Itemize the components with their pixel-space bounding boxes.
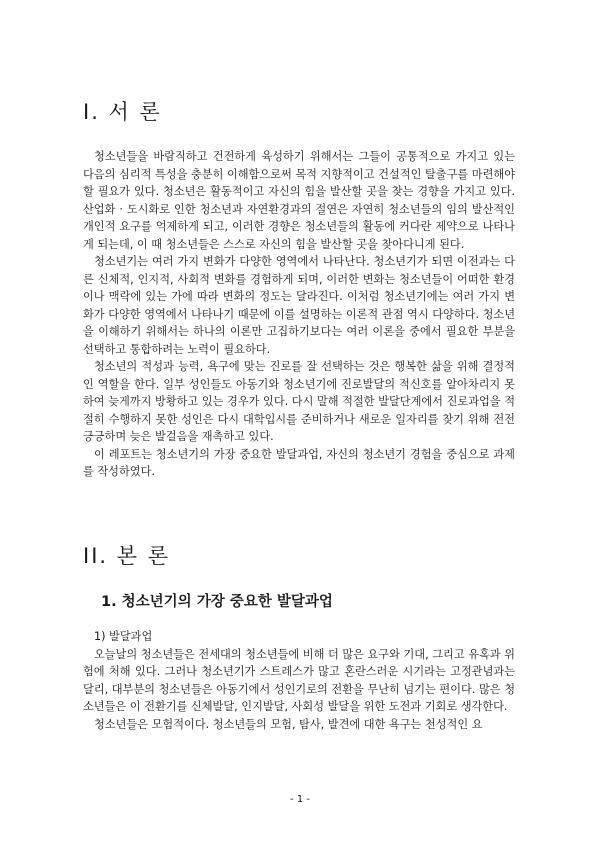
paragraph: 청소년기는 여러 가지 변화가 다양한 영역에서 나타난다. 청소년기가 되면 이전과는 다른 신체적, 인지적, 사회적 변화를 경험하게 되며, 이러한 변화는 청소년들이 어떠한 환경이나 맥락에 있는 가에 따라 변화의 정도는 달라진다. 이처럼 청소년기에는 여러 가지 변화가 다양한 영역에서 나타나기 때문에 이를 설명하는 이론적 관점 역시 다양하다. 청소년을 이해하기 위해서는 하나의 이론만 고집하기보다는 여러 이론을 중에서 필요한 부분을 선택하고 통합하려는 노력이 필요하다. <box>83 255 515 356</box>
section-heading-body: II. 본 론 <box>83 544 170 568</box>
paragraph: 청소년들은 모험적이다. 청소년들의 모험, 탐사, 발견에 대한 욕구는 천성적인 요 <box>94 717 483 731</box>
subsection-heading: 1. 청소년기의 가장 중요한 발달과업 <box>101 594 333 610</box>
page-number: - 1 - <box>290 794 310 805</box>
paragraph: 오늘날의 청소년들은 전세대의 청소년들에 비해 더 많은 요구와 기대, 그리고 유혹과 위험에 처해 있다. 그러나 청소년기가 스트레스가 많고 혼란스러운 시기라는 고정관념과는 달리, 대부분의 청소년들은 아동기에서 성인기로의 전환을 무난히 넘기는 편이다. 많은 청소년들은 이 전환기를 신체발달, 인지발달, 사회성 발달을 위한 도전과 기회로 생각한다. <box>83 647 515 713</box>
body-text <box>83 628 515 733</box>
paragraph: 이 레포트는 청소년기의 가장 중요한 발달과업, 자신의 청소년기 경험을 중심으로 과제를 작성하였다. <box>83 447 515 478</box>
paragraph: 청소년들을 바람직하고 건전하게 육성하기 위해서는 그들이 공통적으로 가지고 있는 다음의 심리적 특성을 충분히 이해함으로써 목적 지향적이고 건설적인 탈출구를 마련해야 할 필요가 있다. 청소년은 활동적이고 자신의 힘을 발산할 곳을 찾는 경향을 가지고 있다. 산업화 · 도시화로 인한 청소년과 자연환경과의 절연은 자연히 청소년들의 임의 발산적인 개인적 요구를 억제하게 되고, 이러한 경향은 청소년들의 활동에 커다란 제약으로 나타나게 되는데, 이 때 청소년들은 스스로 자신의 힘을 발산할 곳을 찾아다니게 된다. <box>83 150 515 251</box>
introduction-text <box>83 148 515 481</box>
sub-label: 1) 발달과업 <box>94 630 153 643</box>
section-heading-introduction: I. 서 론 <box>83 100 162 124</box>
paragraph: 청소년의 적성과 능력, 욕구에 맞는 진로를 잘 선택하는 것은 행복한 삶을 위해 결정적인 역할을 한다. 일부 성인들도 아동기와 청소년기에 진로발달의 적신호를 알아차리지 못하여 늦게까지 방황하고 있는 경우가 있다. 다시 말해 적절한 발달단계에서 진로과업을 적절히 수행하지 못한 성인은 다시 대학입시를 준비하거나 새로운 일자리를 찾기 위해 전전긍긍하며 늦은 발걸음을 재촉하고 있다. <box>83 360 515 443</box>
